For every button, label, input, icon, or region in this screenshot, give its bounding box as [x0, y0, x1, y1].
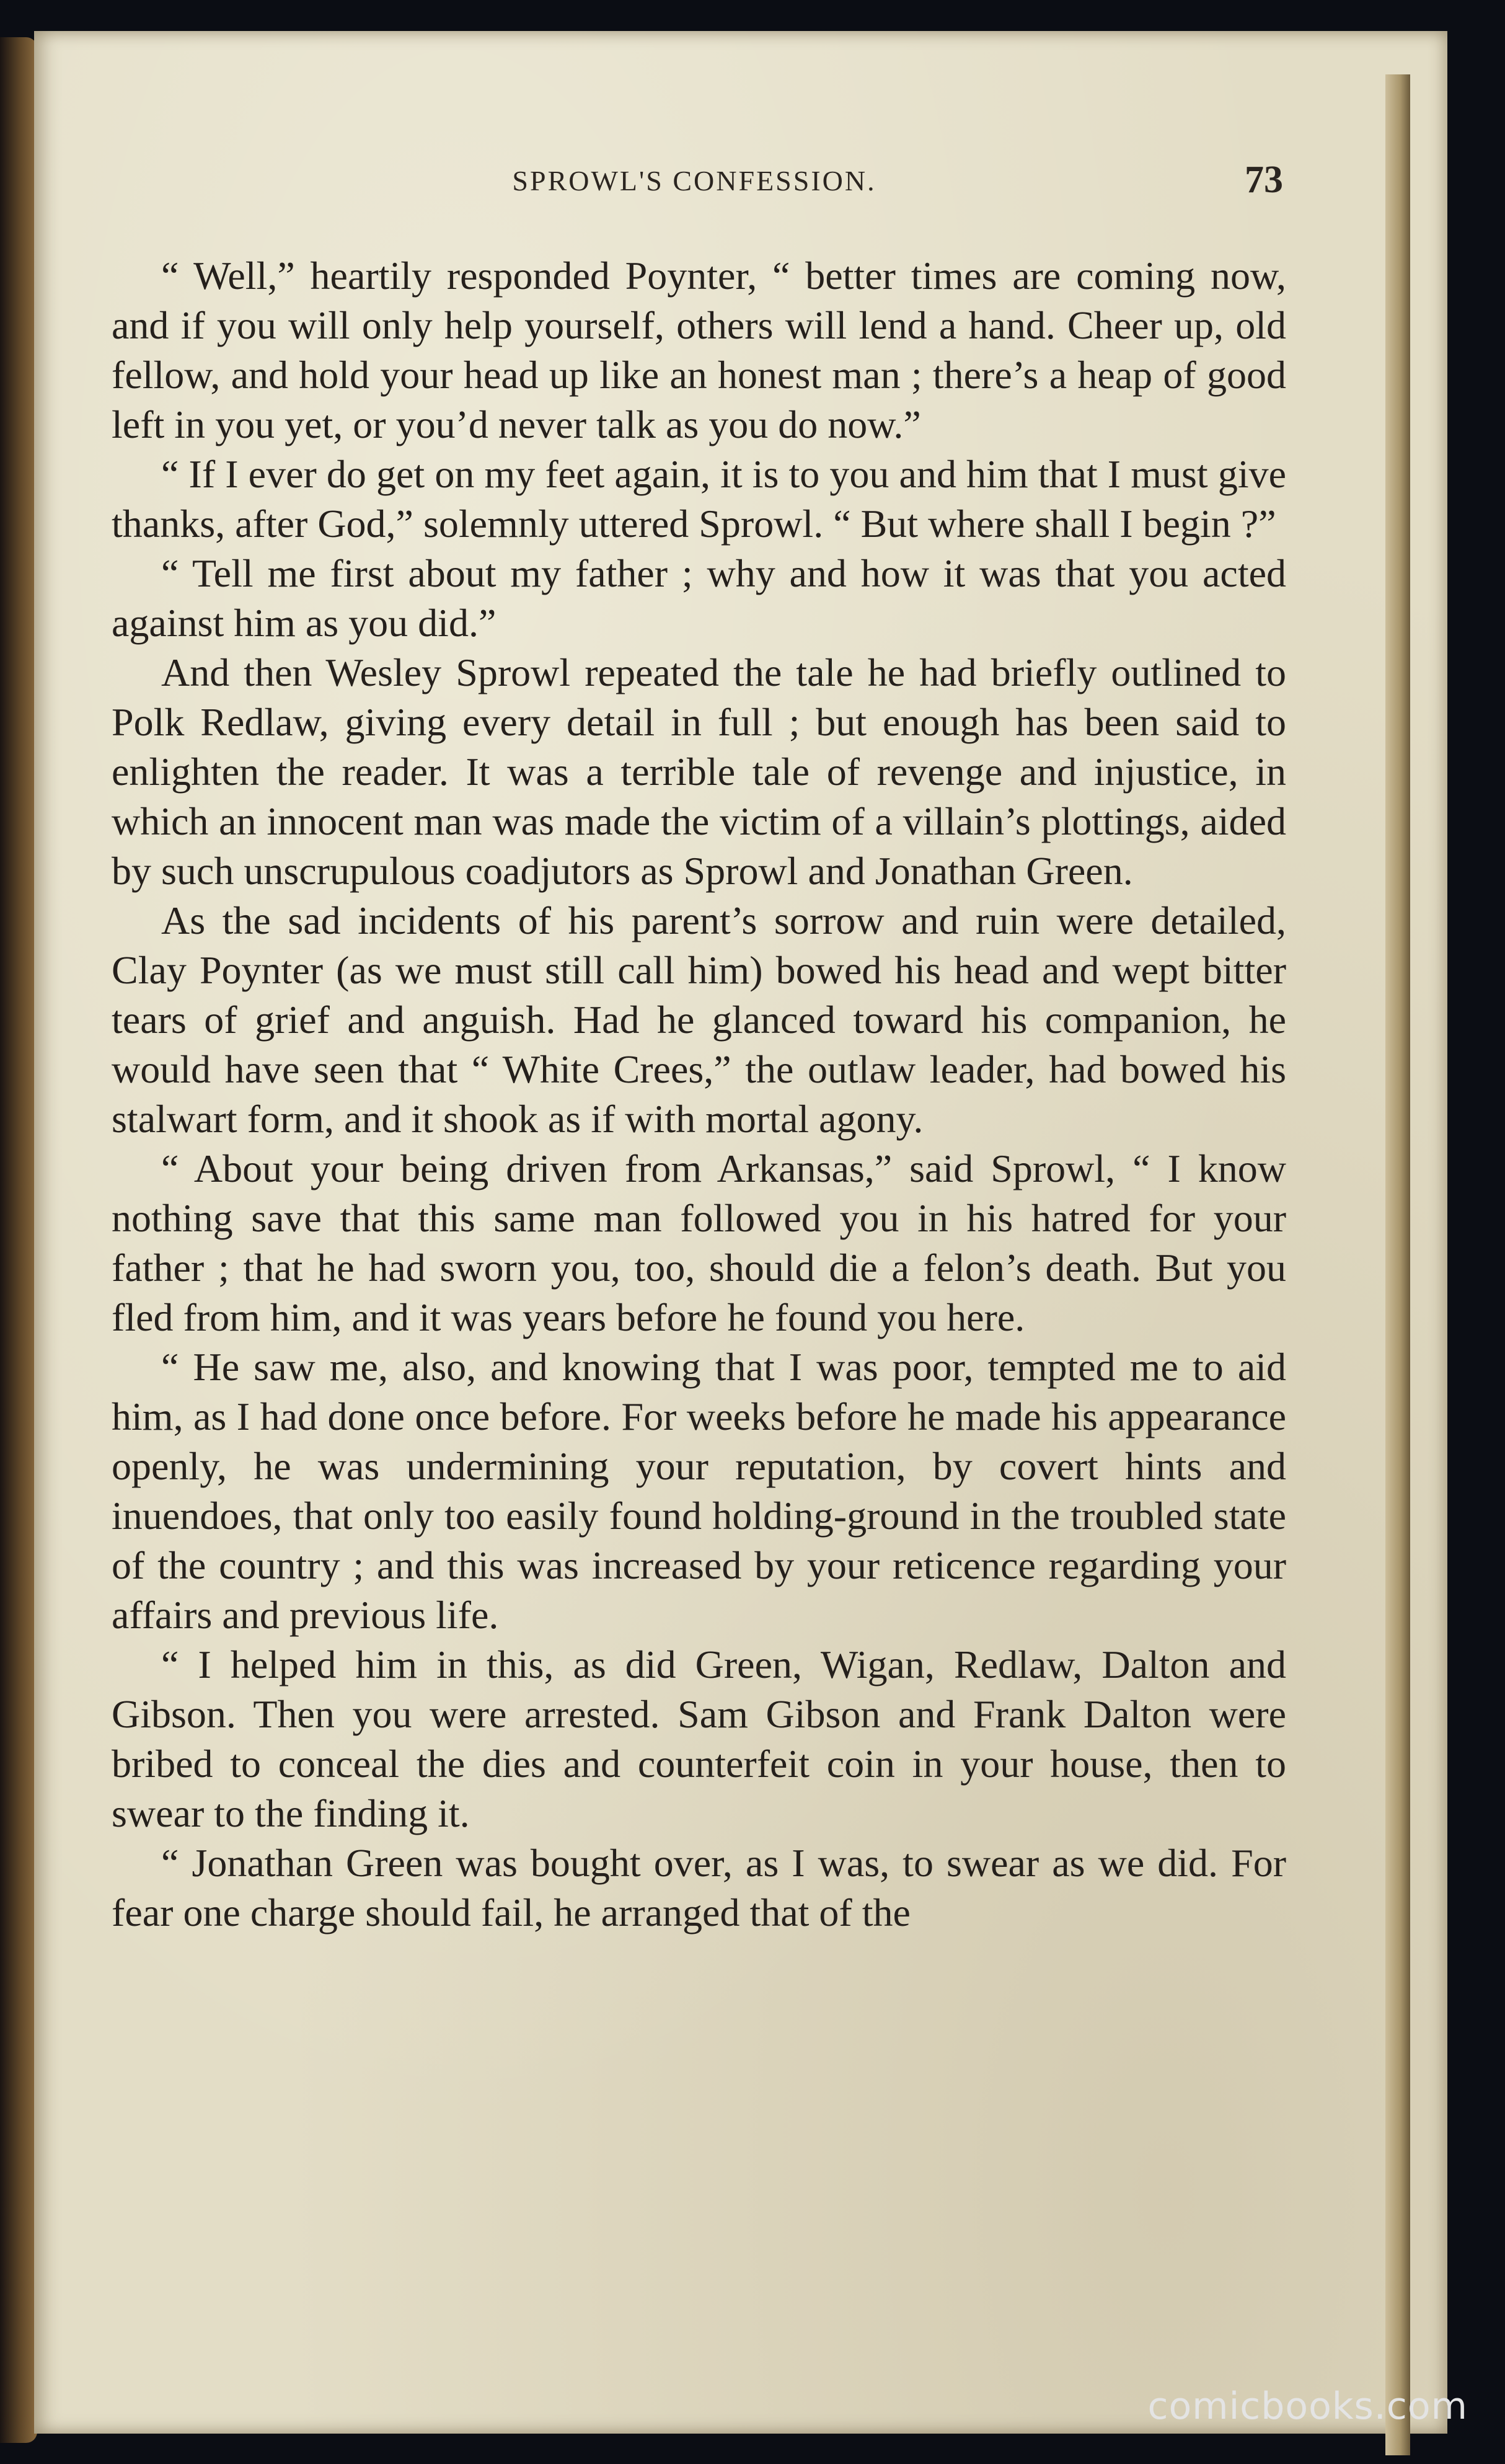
running-header	[105, 158, 1283, 214]
paragraph: “ Tell me first about my father ; why and how it was that you acted against him as you did.”	[112, 551, 1286, 645]
paragraph: “ About your being driven from Arkansas,” said Sprowl, “ I know nothing save that this same man followed you in his hatred for your father ; that he had sworn you, too, should die a felon’s death. But you fled from him, and it was years before he found you here.	[112, 1146, 1286, 1339]
paragraph: “ I helped him in this, as did Green, Wigan, Redlaw, Dalton and Gibson. Then you were arrested. Sam Gibson and Frank Dalton were bribed to conceal the dies and counterfeit coin in your house, then to swear to the finding it.	[112, 1642, 1286, 1835]
paragraph: “ Well,” heartily responded Poynter, “ better times are coming now, and if you will only help yourself, others will lend a hand. Cheer up, old fellow, and hold your head up like an honest man ; there’s a heap of good left in you yet, or you’d never talk as you do now.”	[112, 254, 1286, 446]
running-title: SPROWL'S CONFESSION.	[512, 165, 876, 197]
paragraph: “ He saw me, also, and knowing that I was poor, tempted me to aid him, as I had done once before. For weeks before he made his appearance openly, he was undermining your reputation, by covert hints and inuendoes, that only too easily found holding-ground in the troubled state of the country ; and this was increased by your reticence regarding your affairs and previous life.	[112, 1345, 1286, 1637]
page-stack-edge	[1385, 74, 1410, 2455]
body-text	[112, 251, 1286, 1938]
paragraph: “ If I ever do get on my feet again, it is to you and him that I must give thanks, after God,” solemnly uttered Sprowl. “ But where shall I begin ?”	[112, 452, 1286, 546]
book-binding-edge	[0, 37, 37, 2443]
page-number: 73	[1245, 159, 1283, 201]
paragraph: “ Jonathan Green was bought over, as I was, to swear as we did. For fear one charge should fail, he arranged that of the	[112, 1841, 1286, 1934]
paragraph: And then Wesley Sprowl repeated the tale he had briefly outlined to Polk Redlaw, giving every detail in full ; but enough has been said to enlighten the reader. It was a terrible tale of revenge and injustice, in which an innocent man was made the victim of a villain’s plottings, aided by such unscrupulous coadjutors as Sprowl and Jonathan Green.	[112, 650, 1286, 893]
paragraph: As the sad incidents of his parent’s sorrow and ruin were detailed, Clay Poynter (as we must still call him) bowed his head and wept bitter tears of grief and anguish. Had he glanced toward his companion, he would have seen that “ White Crees,” the outlaw leader, had bowed his stalwart form, and it shook as if with mortal agony.	[112, 898, 1286, 1141]
watermark: comicbooks.com	[1147, 2385, 1468, 2428]
